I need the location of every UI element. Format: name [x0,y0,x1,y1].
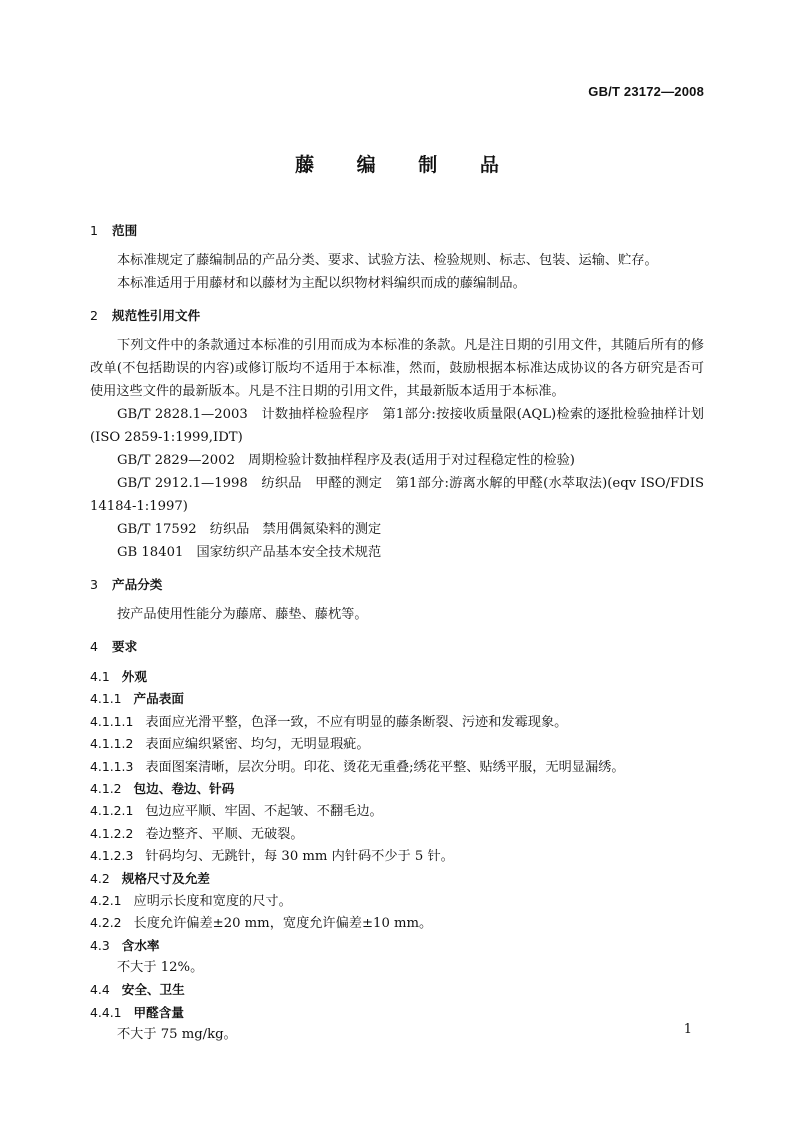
reference-item: GB/T 17592 纺织品 禁用偶氮染料的测定 [117,522,382,537]
clause-4-2: 4.2 规格尺寸及允差 [90,870,210,886]
clause-4-1-2-3: 4.1.2.3 针码均匀、无跳针，每 30 mm 内针码不少于 5 针。 [90,848,454,865]
clause-4-2-2: 4.2.2 长度允许偏差±20 mm，宽度允许偏差±10 mm。 [90,915,433,932]
clause-4-4: 4.4 安全、卫生 [90,982,185,998]
references-intro-paragraph: 下列文件中的条款通过本标准的引用而成为本标准的条款。凡是注日期的引用文件，其随后所有的修改单(不包括勘误的内容)或修订版均不适用于本标准，然而，鼓励根据本标准达成协议的各方研究是否可使用这些文件的最新版本。凡是不注日期的引用文件，其最新版本适用于本标准。 [90,338,704,399]
section-title: 产品分类 [112,577,163,592]
scope-paragraph-2: 本标准适用于用藤材和以藤材为主配以织物材料编织而成的藤编制品。 [117,276,526,291]
section-number: 3 [90,577,99,592]
reference-item: GB/T 2912.1—1998 纺织品 甲醛的测定 第1部分:游离水解的甲醛(水萃取法)(eqv ISO/FDIS 14184-1:1997) [90,476,704,514]
section-number: 4 [90,639,99,654]
section-2-heading [90,304,704,327]
clause-4-1-1-3: 4.1.1.3 表面图案清晰，层次分明。印花、烫花无重叠;绣花平整、贴绣平服，无明显漏绣。 [90,758,625,775]
clause-4-1-2-2: 4.1.2.2 卷边整齐、平顺、无破裂。 [90,825,304,842]
document-body [90,219,704,1046]
clause-4-1: 4.1 外观 [90,669,147,684]
clause-4-1-1-2: 4.1.1.2 表面应编织紧密、均匀，无明显瑕疵。 [90,736,370,753]
section-number: 1 [90,223,99,238]
section-title: 范围 [112,223,138,238]
clause-4-4-1-body: 不大于 75 mg/kg。 [117,1027,237,1043]
section-1-heading [90,219,704,242]
section-4-heading [90,635,704,658]
reference-item: GB 18401 国家纺织产品基本安全技术规范 [117,545,382,560]
section-3-heading [90,573,704,596]
section-title: 规范性引用文件 [112,308,201,323]
clause-4-3-body: 不大于 12%。 [117,960,204,976]
clause-4-3: 4.3 含水率 [90,937,160,953]
reference-item: GB/T 2828.1—2003 计数抽样检验程序 第1部分:按接收质量限(AQL)检索的逐批检验抽样计划(ISO 2859-1:1999,IDT) [90,407,704,445]
clause-4-2-1: 4.2.1 应明示长度和宽度的尺寸。 [90,892,292,909]
clause-4-1-2: 4.1.2 包边、卷边、针码 [90,780,235,796]
clause-4-1-2-1: 4.1.2.1 包边应平顺、牢固、不起皱、不翻毛边。 [90,803,383,820]
standard-code: GB/T 23172—2008 [588,84,704,99]
scope-paragraph-1: 本标准规定了藤编制品的产品分类、要求、试验方法、检验规则、标志、包装、运输、贮存。 [117,253,658,268]
clause-4-4-1: 4.4.1 甲醛含量 [90,1004,184,1020]
section-number: 2 [90,308,99,323]
section-title: 要求 [112,639,138,654]
document-title: 藤 编 制 品 [295,154,517,176]
reference-item: GB/T 2829—2002 周期检验计数抽样程序及表(适用于对过程稳定性的检验) [117,453,575,468]
page-number: 1 [683,1022,692,1037]
clause-4-1-1: 4.1.1 产品表面 [90,691,184,707]
clause-4-1-1-1: 4.1.1.1 表面应光滑平整，色泽一致，不应有明显的藤条断裂、污迹和发霉现象。 [90,713,568,730]
classification-paragraph: 按产品使用性能分为藤席、藤垫、藤枕等。 [117,607,368,622]
